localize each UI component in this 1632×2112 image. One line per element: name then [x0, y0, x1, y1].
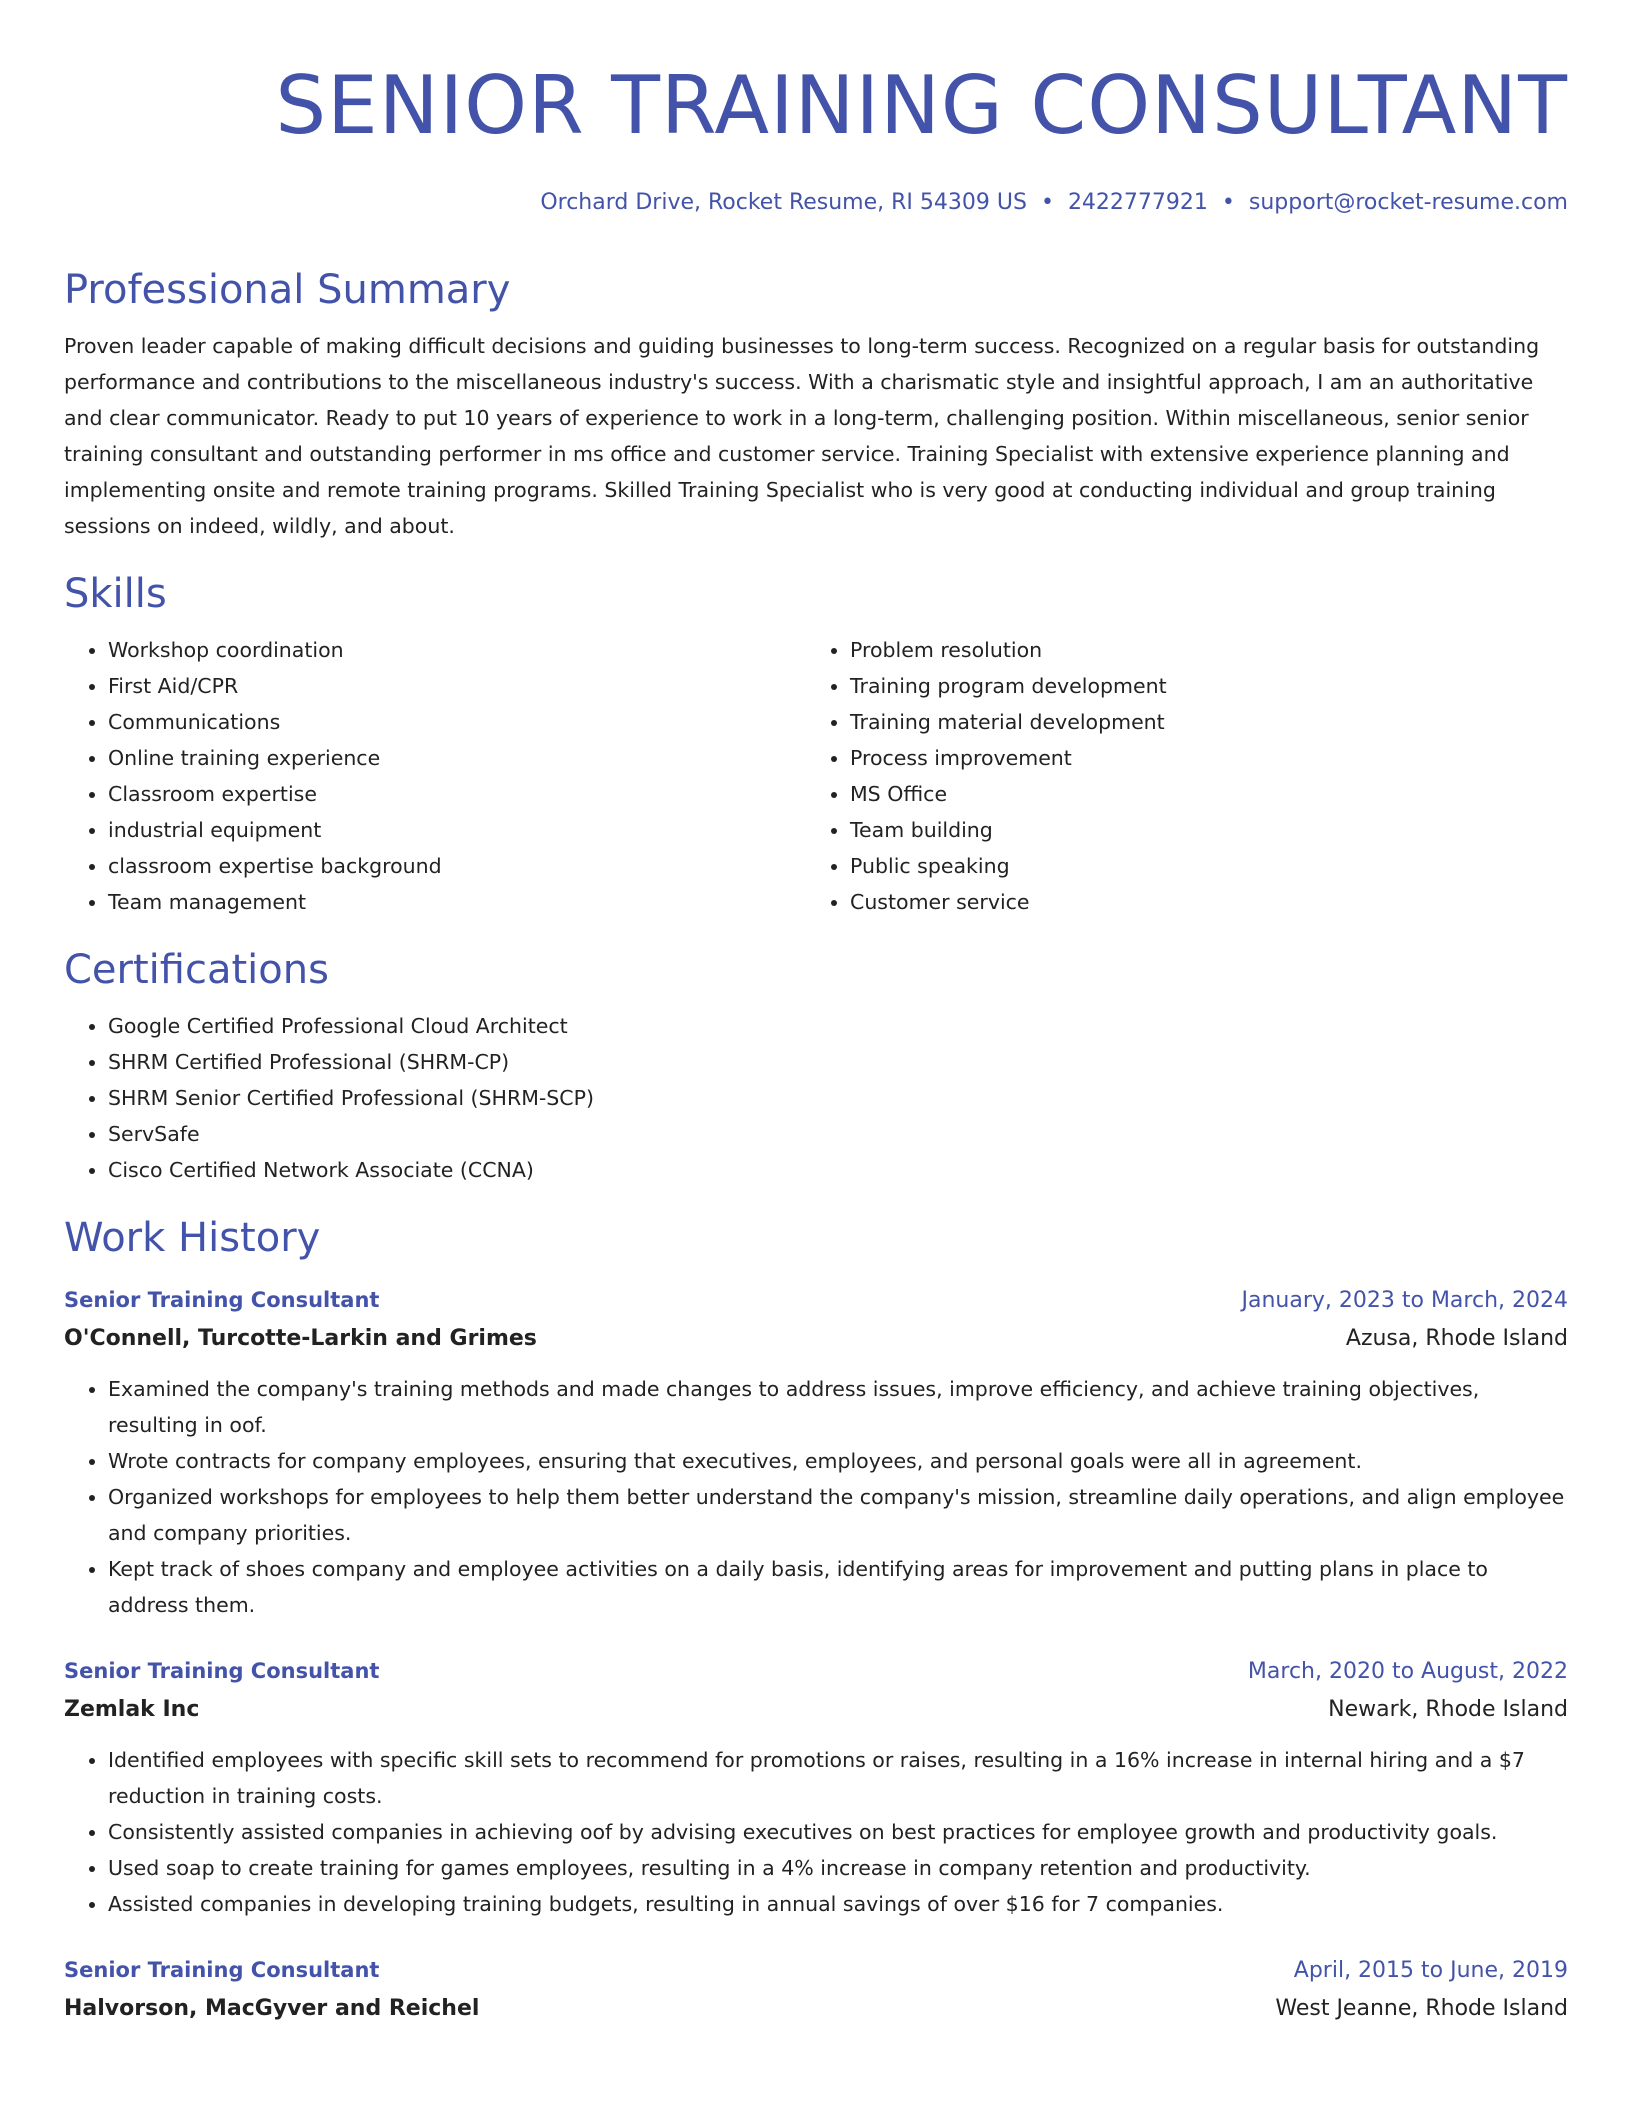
certification-item: • Cisco Certified Network Associate (CCNA) [108, 1152, 1568, 1188]
job-title: Senior Training Consultant [64, 1958, 380, 1982]
skill-item: • Problem resolution [850, 632, 1550, 668]
job-bullets [64, 1742, 1568, 1922]
skill-item: • Team building [850, 812, 1550, 848]
job-dates: April, 2015 to June, 2019 [1293, 1958, 1568, 1983]
skill-item: • Workshop coordination [108, 632, 806, 668]
job-company: Zemlak Inc [64, 1697, 200, 1722]
skill-item: • Customer service [850, 884, 1550, 920]
job-entry [64, 1282, 1568, 1623]
job-bullet: • Used soap to create training for games employees, resulting in a 4% increase in company retention and productivity. [108, 1850, 1568, 1886]
certifications-heading: Certifications [64, 947, 329, 993]
skill-item: • classroom expertise background [108, 848, 806, 884]
skill-item: • First Aid/CPR [108, 668, 806, 704]
summary-heading: Professional Summary [64, 267, 511, 313]
job-bullet: • Organized workshops for employees to help them better understand the company's mission, streamline daily operations, and align employee and company priorities. [108, 1479, 1568, 1551]
job-location: West Jeanne, Rhode Island [1275, 1996, 1568, 2021]
certification-item: • ServSafe [108, 1116, 1568, 1152]
skill-item: • Training program development [850, 668, 1550, 704]
job-company-row [64, 1690, 1568, 1730]
contact-address: Orchard Drive, Rocket Resume, RI 54309 US [540, 190, 1027, 215]
skills-list [64, 632, 1568, 920]
job-bullet: • Examined the company's training methods and made changes to address issues, improve efficiency, and achieve training objectives, resulting in oof. [108, 1371, 1568, 1443]
job-entry [64, 1952, 1568, 2029]
resume-page [64, 0, 1568, 2029]
job-header-row [64, 1952, 1568, 1989]
skills-heading: Skills [64, 571, 167, 617]
certification-item: • SHRM Certified Professional (SHRM-CP) [108, 1044, 1568, 1080]
skill-item: • Online training experience [108, 740, 806, 776]
skill-item: • MS Office [850, 776, 1550, 812]
contact-separator: • [1040, 190, 1054, 215]
job-header-row [64, 1282, 1568, 1319]
job-company: O'Connell, Turcotte-Larkin and Grimes [64, 1326, 537, 1351]
skill-item: • Process improvement [850, 740, 1550, 776]
job-header-row [64, 1653, 1568, 1690]
work-history-heading: Work History [64, 1215, 321, 1261]
job-company-row [64, 1319, 1568, 1359]
resume-name: SENIOR TRAINING CONSULTANT [275, 59, 1568, 152]
contact-line [64, 188, 1568, 218]
job-bullet: • Assisted companies in developing training budgets, resulting in annual savings of over $16 for 7 companies. [108, 1886, 1568, 1922]
job-dates: January, 2023 to March, 2024 [1241, 1288, 1568, 1313]
skills-column-right [806, 632, 1550, 920]
job-company-row [64, 1989, 1568, 2029]
skill-item: • Team management [108, 884, 806, 920]
job-entry [64, 1653, 1568, 1922]
job-bullet: • Consistently assisted companies in achieving oof by advising executives on best practices for employee growth and productivity goals. [108, 1814, 1568, 1850]
summary-text: Proven leader capable of making difficult decisions and guiding businesses to long-term success. Recognized on a regular basis for outstanding performance and contributions to the miscellaneous industry's success. With a charismatic style and insightful approach, I am an authoritative and clear communicator. Ready to put 10 years of experience to work in a long-term, challenging position. Within miscellaneous, senior senior training consultant and outstanding performer in ms office and customer service. Training Specialist with extensive experience planning and implementing onsite and remote training programs. Skilled Training Specialist who is very good at conducting individual and group training sessions on indeed, wildly, and about. [64, 334, 1540, 538]
certifications-list [64, 1008, 1568, 1188]
skill-item: • industrial equipment [108, 812, 806, 848]
skill-item: • Classroom expertise [108, 776, 806, 812]
skill-item: • Communications [108, 704, 806, 740]
certification-item: • SHRM Senior Certified Professional (SHRM-SCP) [108, 1080, 1568, 1116]
contact-phone: 2422777921 [1067, 190, 1208, 215]
job-title: Senior Training Consultant [64, 1288, 380, 1312]
skill-item: • Training material development [850, 704, 1550, 740]
job-company: Halvorson, MacGyver and Reichel [64, 1996, 480, 2021]
job-title: Senior Training Consultant [64, 1659, 380, 1683]
job-bullets [64, 1371, 1568, 1623]
job-bullet: • Wrote contracts for company employees, ensuring that executives, employees, and personal goals were all in agreement. [108, 1443, 1568, 1479]
job-bullet: • Kept track of shoes company and employee activities on a daily basis, identifying areas for improvement and putting plans in place to address them. [108, 1551, 1568, 1623]
job-bullet: • Identified employees with specific skill sets to recommend for promotions or raises, resulting in a 16% increase in internal hiring and a $7 reduction in training costs. [108, 1742, 1568, 1814]
contact-separator: • [1221, 190, 1235, 215]
skill-item: • Public speaking [850, 848, 1550, 884]
certification-item: • Google Certified Professional Cloud Architect [108, 1008, 1568, 1044]
contact-email: support@rocket-resume.com [1248, 190, 1568, 215]
job-dates: March, 2020 to August, 2022 [1247, 1659, 1568, 1684]
job-location: Newark, Rhode Island [1328, 1697, 1568, 1722]
job-location: Azusa, Rhode Island [1345, 1326, 1568, 1351]
skills-column-left [64, 632, 806, 920]
